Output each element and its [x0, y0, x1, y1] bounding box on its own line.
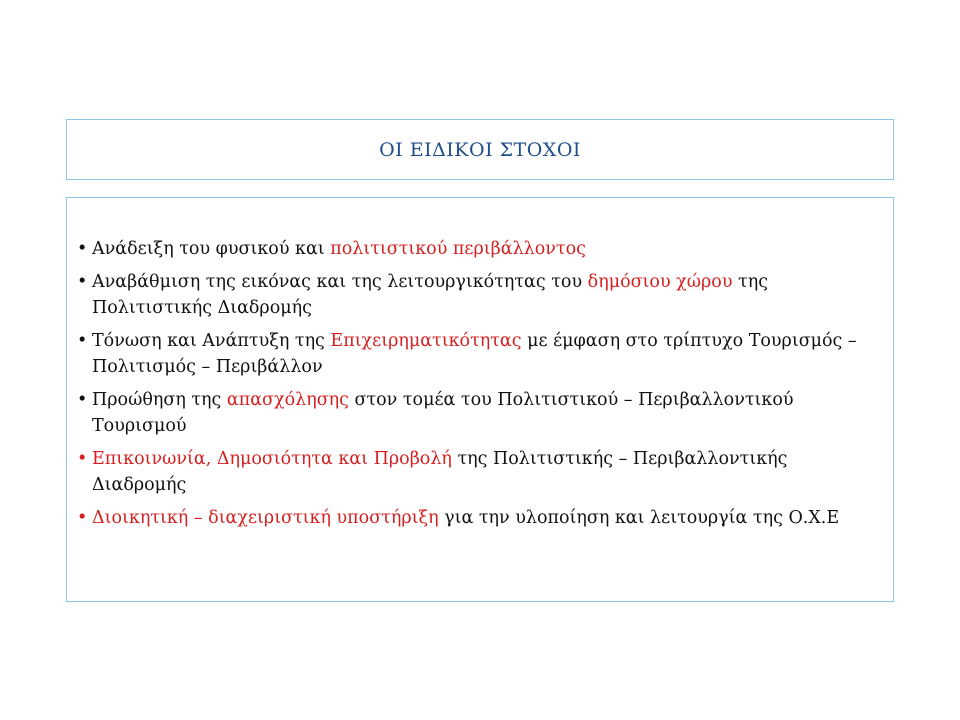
objectives-list [67, 198, 893, 531]
objective-text: στον τομέα του Πολιτιστικού – Περιβαλλοντικού Τουρισμού [92, 390, 794, 436]
objective-text: με έμφαση στο τρίπτυχο Τουρισμός – Πολιτισμός – Περιβάλλον [92, 331, 857, 377]
objective-text: της Πολιτιστικής – Περιβαλλοντικής Διαδρομής [92, 449, 788, 495]
objective-item [77, 446, 863, 498]
highlighted-text: Επιχειρηματικότητας [330, 331, 522, 351]
bullet-icon: • [77, 449, 88, 469]
objective-item [77, 236, 863, 262]
bullet-icon: • [77, 239, 88, 259]
objective-item [77, 269, 863, 321]
bullet-icon: • [77, 272, 88, 292]
highlighted-text: Επικοινωνία, Δημοσιότητα και Προβολή [92, 449, 452, 469]
objective-text: της Πολιτιστικής Διαδρομής [92, 272, 769, 318]
objective-text: για την υλοποίηση και λειτουργία της Ο.Χ.Ε [438, 508, 840, 528]
bullet-icon: • [77, 508, 88, 528]
objective-text: Προώθηση της [92, 390, 227, 410]
highlighted-text: δημόσιου χώρου [587, 272, 733, 292]
slide-title: ΟΙ ΕΙΔΙΚΟΙ ΣΤΟΧΟΙ [379, 138, 581, 161]
highlighted-text: Διοικητική – διαχειριστική υποστήριξη [92, 508, 439, 528]
objective-item [77, 505, 863, 531]
objective-item [77, 328, 863, 380]
highlighted-text: απασχόλησης [226, 390, 349, 410]
objective-item [77, 387, 863, 439]
bullet-icon: • [77, 331, 88, 351]
highlighted-text: πολιτιστικού περιβάλλοντος [330, 239, 586, 259]
objective-text: Τόνωση και Ανάπτυξη της [92, 331, 331, 351]
objective-text: Ανάδειξη του φυσικού και [92, 239, 331, 259]
bullet-icon: • [77, 390, 88, 410]
content-box [66, 197, 894, 602]
objective-text: Αναβάθμιση της εικόνας και της λειτουργικότητας του [92, 272, 588, 292]
title-box [66, 119, 894, 180]
